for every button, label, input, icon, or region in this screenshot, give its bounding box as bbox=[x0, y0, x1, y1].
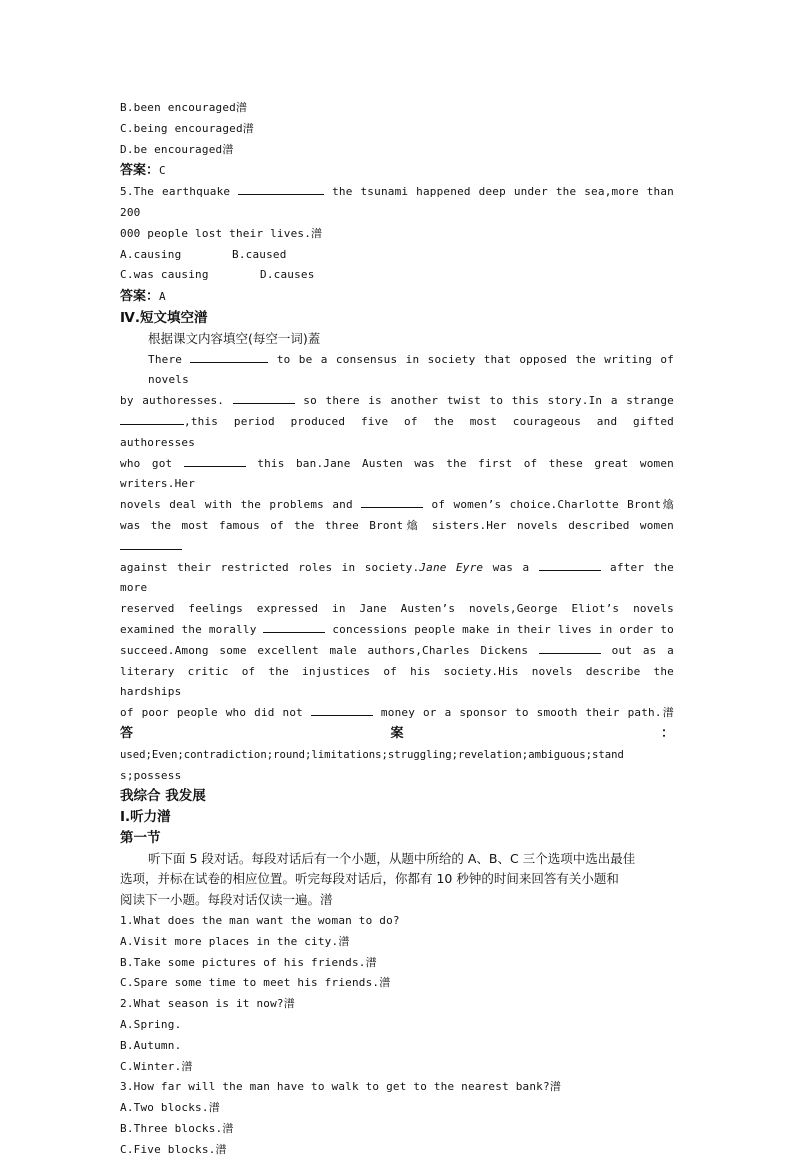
q4-answer bbox=[120, 160, 674, 182]
cloze-line: novels deal with the problems and of women’s choice.Charlotte Bront熻 bbox=[120, 498, 674, 512]
q5-answer bbox=[120, 286, 674, 308]
cloze-line: of poor people who did not money or a sponsor to smooth their path.潽 bbox=[120, 706, 674, 720]
question-option: B.Take some pictures of his friends.潽 bbox=[120, 955, 377, 969]
fill-blank bbox=[361, 496, 423, 508]
answer-label: 答案： bbox=[120, 289, 160, 305]
cloze-line: was the most famous of the three Bront熻 sisters.Her novels described women bbox=[120, 516, 674, 558]
part-title: 我综合 我发展 bbox=[120, 788, 206, 805]
listening-instruction: 选项，并标在试卷的相应位置。听完每段对话后，你都有 10 秒钟的时间来回答有关小题和 bbox=[120, 871, 619, 887]
fill-blank bbox=[120, 413, 184, 425]
cloze-line: by authoresses. so there is another twist to this story.In a strange bbox=[120, 394, 674, 408]
question-option: A.Spring. bbox=[120, 1018, 182, 1032]
answer-value: A bbox=[159, 290, 166, 304]
q4-option-b: B.been encouraged潽 bbox=[120, 101, 248, 114]
question-option: B.Three blocks.潽 bbox=[120, 1122, 234, 1136]
fill-blank bbox=[184, 455, 246, 467]
fill-blank bbox=[539, 642, 601, 654]
fill-blank bbox=[238, 183, 324, 195]
listening-instruction: 阅读下一小题。每段对话仅读一遍。潽 bbox=[120, 892, 333, 908]
question-option: C.Winter.潽 bbox=[120, 1059, 193, 1073]
question-stem: 3.How far will the man have to walk to get to the nearest bank?潽 bbox=[120, 1080, 562, 1094]
question-stem: 2.What season is it now?潽 bbox=[120, 997, 295, 1011]
question-option: C.Spare some time to meet his friends.潽 bbox=[120, 976, 391, 990]
fill-blank bbox=[263, 621, 325, 633]
q5-options-row2: C.was causing D.causes bbox=[120, 268, 315, 282]
question-option: B.Autumn. bbox=[120, 1038, 182, 1052]
cloze-line: examined the morally concessions people make in their lives in order to bbox=[120, 622, 674, 636]
fill-blank bbox=[120, 538, 182, 550]
cloze-instruction: 根据课文内容填空(每空一词)蓋 bbox=[148, 330, 321, 346]
section-title-cloze: Ⅳ.短文填空潽 bbox=[120, 309, 208, 326]
fill-blank bbox=[233, 392, 295, 404]
cloze-line: succeed.Among some excellent male authors,Charles Dickens out as a bbox=[120, 643, 674, 657]
section-title-listening: Ⅰ.听力潽 bbox=[120, 809, 171, 826]
cloze-line: There to be a consensus in society that opposed the writing of novels bbox=[148, 352, 674, 387]
cloze-answer-keys-cont: s;possess bbox=[120, 768, 182, 782]
cloze-answer-label: 答 案 ： bbox=[120, 725, 674, 741]
cloze-line: against their restricted roles in society.Jane Eyre was a after the more bbox=[120, 560, 674, 595]
answer-value: C bbox=[159, 164, 166, 178]
q5-options-row1: A.causing B.caused bbox=[120, 247, 287, 261]
fill-blank bbox=[190, 351, 268, 363]
fill-blank bbox=[311, 704, 373, 716]
cloze-line: literary critic of the injustices of his society.His novels describe the hardships bbox=[120, 664, 674, 699]
question-option: C.Five blocks.潽 bbox=[120, 1142, 227, 1156]
q5-stem-line1: 5.The earthquake the tsunami happened deep under the sea,more than 200 bbox=[120, 185, 674, 219]
book-title: Jane Eyre bbox=[419, 560, 484, 574]
subsection-title: 第一节 bbox=[120, 829, 161, 846]
page-content bbox=[120, 98, 674, 1161]
cloze-line: who got this ban.Jane Austen was the first of these great women writers.Her bbox=[120, 456, 674, 491]
fill-blank bbox=[539, 559, 601, 571]
listening-instruction: 听下面 5 段对话。每段对话后有一个小题，从题中所给的 A、B、C 三个选项中选出最佳 bbox=[148, 850, 636, 866]
q4-option-c: C.being encouraged潽 bbox=[120, 121, 255, 135]
question-option: A.Visit more places in the city.潽 bbox=[120, 934, 350, 948]
cloze-line: ,this period produced five of the most courageous and gifted authoresses bbox=[120, 414, 674, 449]
cloze-line: reserved feelings expressed in Jane Austen’s novels,George Eliot’s novels bbox=[120, 602, 674, 616]
cloze-answer-keys: used;Even;contradiction;round;limitations;struggling;revelation;ambiguous;stand bbox=[120, 748, 624, 761]
q4-option-d: D.be encouraged潽 bbox=[120, 142, 234, 156]
question-stem: 1.What does the man want the woman to do? bbox=[120, 914, 400, 928]
q5-stem-line2: 000 people lost their lives.潽 bbox=[120, 226, 323, 240]
answer-label: 答案： bbox=[120, 163, 160, 179]
question-option: A.Two blocks.潽 bbox=[120, 1101, 220, 1115]
